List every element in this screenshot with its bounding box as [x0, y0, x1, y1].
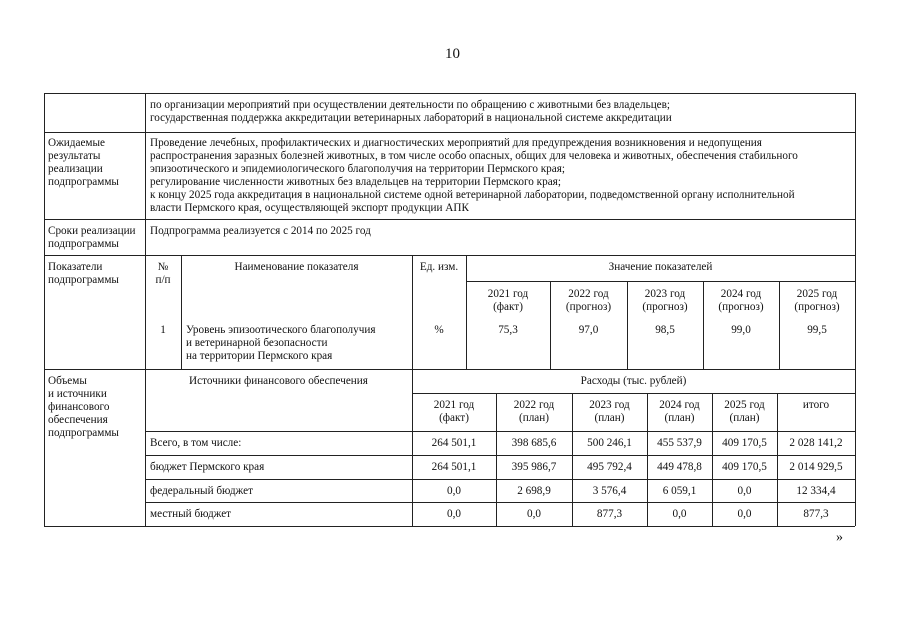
terms-value: Подпрограмма реализуется с 2014 по 2025 год — [150, 225, 371, 237]
page-number: 10 — [445, 46, 460, 62]
closing-quote-mark: » — [836, 530, 843, 545]
continuation-line-1: по организации мероприятий при осуществлении деятельности по обращению с животными без владельцев; — [150, 99, 671, 111]
continuation-line-2: государственная поддержка аккредитации ветеринарных лабораторий в национальной системе аккредитации — [150, 112, 672, 124]
